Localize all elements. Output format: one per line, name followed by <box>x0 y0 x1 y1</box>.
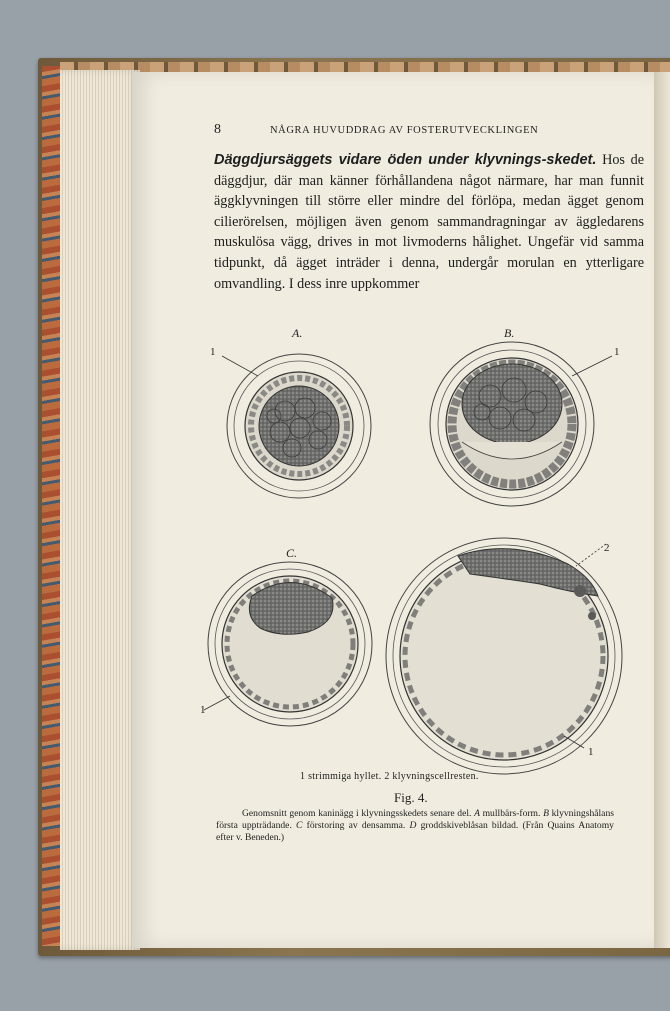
figure-caption: Genomsnitt genom kaninägg i klyvningsskedets senare del. A mullbärs-form. B klyvningshålans första uppträdande. C förstoring av densamma. D groddskiveblåsan bildad. (Från Quains Anatomy efter v. Beneden.) <box>216 808 614 843</box>
section-a <box>222 354 371 498</box>
embryo-cross-sections <box>200 316 640 776</box>
panel-label-a: A. <box>292 326 303 340</box>
section-heading: Däggdjursäggets vidare öden under klyvnings-skedet. <box>214 152 597 168</box>
paragraph: Hos de däggdjur, där man känner förhållandena något närmare, har man funnit äggklyvningen till större eller mindre del förlöpa, medan ägget genom cilierörelsen, möjligen även genom sammandragningar av äggledarens muskulösa vägg, drives in mot livmoderns hålighet. Ungefär vid samma tidpunkt, då ägget inträder i denna, undergår morulan en ytterligare omvandling. I dess inre uppkommer <box>214 152 645 292</box>
figure-title: Fig. 4. <box>394 790 428 805</box>
leader-number: 2 <box>604 542 610 554</box>
leader-number: 1 <box>588 746 594 758</box>
figure-legend: 1 strimmiga hyllet. 2 klyvningscellresten. <box>300 771 479 782</box>
book-top-edge <box>60 62 670 72</box>
panel-label-b: B. <box>504 326 515 340</box>
figure-illustration <box>200 316 640 776</box>
marbled-page-edge <box>42 66 62 946</box>
section-d <box>386 538 622 774</box>
leader-number: 1 <box>200 704 206 716</box>
leader-number: 1 <box>614 346 620 358</box>
leader-number: 1 <box>210 346 216 358</box>
section-c <box>204 562 372 726</box>
section-b <box>430 342 612 506</box>
stacked-page-edges <box>60 70 140 950</box>
facing-page-edge <box>654 72 670 948</box>
running-head: NÅGRA HUVUDDRAG AV FOSTERUTVECKLINGEN <box>270 125 539 136</box>
panel-label-c: C. <box>286 546 298 560</box>
body-text <box>214 150 644 294</box>
page-number: 8 <box>214 122 221 137</box>
